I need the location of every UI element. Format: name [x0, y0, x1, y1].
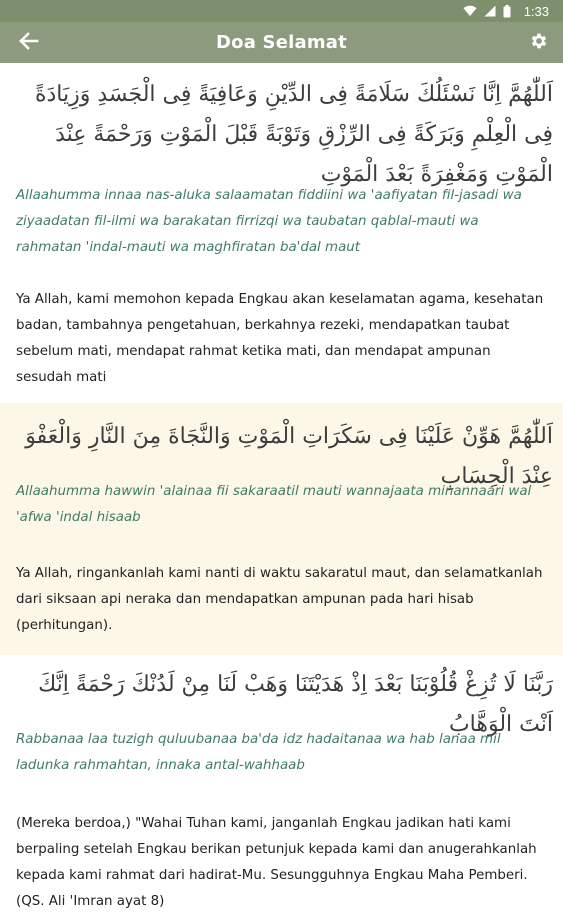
- signal-icon: [484, 5, 496, 17]
- status-bar: [0, 0, 563, 22]
- app-bar: [0, 22, 563, 63]
- back-button[interactable]: [14, 29, 42, 57]
- wifi-icon: [463, 5, 477, 17]
- settings-button[interactable]: [526, 29, 552, 57]
- arrow-left-icon: [18, 32, 38, 54]
- status-icons: [463, 4, 549, 19]
- page-title: Doa Selamat: [216, 32, 347, 53]
- doa-list[interactable]: [0, 63, 563, 909]
- doa-item: [0, 655, 563, 909]
- gear-icon: [529, 31, 549, 55]
- arabic-text: اَللّٰهُمَّ هَوِّنْ عَلَيْنَا فِى سَكَرَاتِ الْمَوْتِ وَالنَّجَاةَ مِنَ النَّارِ وَالْعَفْوَ عِنْدَ الْحِسَابِ: [25, 424, 553, 489]
- doa-item: [0, 403, 563, 655]
- translation-text: (Mereka berdoa,) "Wahai Tuhan kami, janganlah Engkau jadikan hati kami berpaling setelah Engkau berikan petunjuk kepada kami dan anugerahkanlah kepada kami rahmat dari hadirat-Mu. Sesungguhnya Engkau Maha Pemberi. (QS. Ali 'Imran ayat 8): [16, 816, 537, 909]
- arabic-text: اَللّٰهُمَّ اِنَّا نَسْئَلُكَ سَلَامَةً فِى الدِّيْنِ وَعَافِيَةً فِى الْجَسَدِ وَزِيَادَةً فِى الْعِلْمِ وَبَرَكَةً فِى الرِّزْقِ وَتَوْبَةً قَبْلَ الْمَوْتِ وَرَحْمَةً عِنْدَ الْمَوْتِ وَمَغْفِرَةً بَعْدَ الْمَوْتِ: [34, 82, 553, 187]
- latin-text: Rabbanaa laa tuzigh quluubanaa ba'da idz hadaitanaa wa hab lanaa mil ladunka rahmahtan, innaka antal-wahhaab: [16, 732, 501, 773]
- arabic-text: رَبَّنَا لَا تُزِغْ قُلُوْبَنَا بَعْدَ اِذْ هَدَيْتَنَا وَهَبْ لَنَا مِنْ لَدُنْكَ رَحْمَةً اِنَّكَ اَنْتَ الْوَهَّابُ: [38, 672, 553, 737]
- battery-icon: [503, 5, 511, 18]
- translation-text: Ya Allah, kami memohon kepada Engkau akan keselamatan agama, kesehatan badan, tambahnya pengetahuan, berkahnya rezeki, mendapatkan taubat sebelum mati, mendapat rahmat ketika mati, dan mendapat ampunan sesudah mati: [16, 292, 544, 385]
- latin-text: Allaahumma hawwin 'alainaa fii sakaraatil mauti wannajaata minannaari wal 'afwa 'indal hisaab: [16, 484, 532, 525]
- latin-text: Allaahumma innaa nas-aluka salaamatan fiddiini wa 'aafiyatan fil-jasadi wa ziyaadatan fil-ilmi wa barakatan firrizqi wa taubatan qablal-mauti wa rahmatan 'indal-mauti wa maghfiratan ba'dal maut: [16, 188, 522, 255]
- doa-item: [0, 63, 563, 403]
- translation-text: Ya Allah, ringankanlah kami nanti di waktu sakaratul maut, dan selamatkanlah dari siksaan api neraka dan mendapatkan ampunan pada hari hisab (perhitungan).: [16, 566, 543, 633]
- status-time: 1:33: [523, 3, 549, 19]
